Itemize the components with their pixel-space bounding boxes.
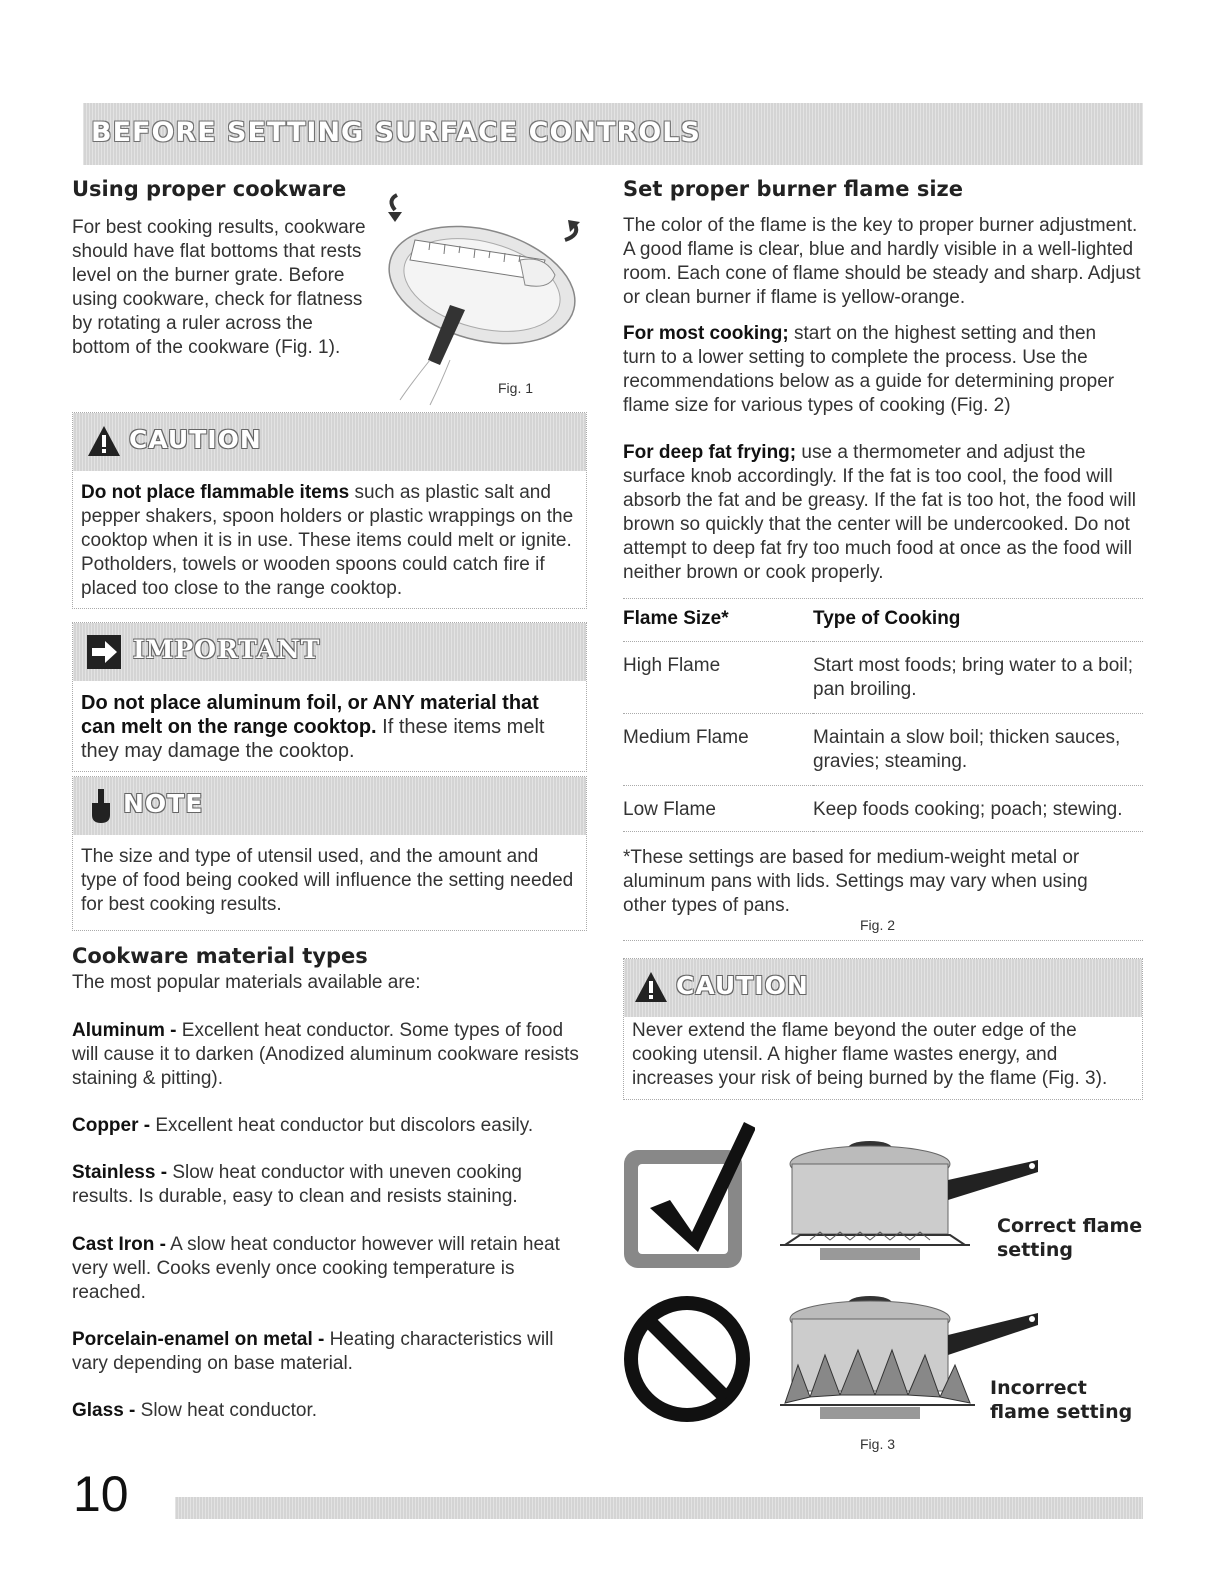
- material-desc: Heating characteristics will vary depending on base material.: [72, 1329, 554, 1374]
- caution-box-2: [623, 958, 1143, 1100]
- caution-header-2: [624, 959, 1142, 1017]
- material-desc: A slow heat conductor however will retain heat very well. Cooks evenly once cooking temperature is reached.: [72, 1234, 560, 1303]
- caution-text-2: Never extend the flame beyond the outer edge of the cooking utensil. A higher flame wastes energy, and increases your risk of being burned by the flame (Fig. 3).: [632, 1020, 1108, 1089]
- material-desc: Slow heat conductor.: [135, 1400, 318, 1421]
- flame-size-cell: Medium Flame: [623, 713, 813, 785]
- fig2-divider: [623, 940, 1143, 941]
- hand-pointer-icon: [89, 789, 113, 823]
- column-header-flame-size: Flame Size*: [623, 608, 729, 629]
- flame-size-cell: High Flame: [623, 641, 813, 713]
- correct-flame-line1: Correct flame: [997, 1215, 1143, 1237]
- caution-body: such as plastic salt and pepper shakers, spoon holders or plastic wrappings on the cooktop when it is in use. These items could melt or ignite. Potholders, towels or wooden spoons could catch fire if placed too close to the range cooktop.: [81, 482, 574, 599]
- note-header: [73, 777, 586, 835]
- table-row: [623, 785, 1143, 831]
- material-desc: Slow heat conductor with uneven cooking results. Is durable, easy to clean and resists staining.: [72, 1162, 522, 1207]
- flame-table: [623, 598, 1143, 832]
- material-copper: [72, 1114, 587, 1138]
- footer-bar: [175, 1497, 1143, 1519]
- table-row: [623, 713, 1143, 785]
- material-desc: Excellent heat conductor but discolors easily.: [150, 1115, 534, 1136]
- table-footnote: *These settings are based for medium-weight metal or aluminum pans with lids. Settings may vary when using other types of pans.: [623, 847, 1088, 916]
- table-row: [623, 641, 1143, 713]
- page-number: 10: [73, 1466, 129, 1522]
- fig1-caption: Fig. 1: [498, 380, 534, 396]
- caution-bold: Do not place flammable items: [81, 482, 350, 503]
- arrow-right-icon: [87, 635, 121, 669]
- important-text: [81, 691, 578, 763]
- material-name: Glass -: [72, 1400, 136, 1421]
- caution-text: [81, 481, 578, 601]
- important-label: IMPORTANT: [133, 635, 321, 664]
- most-cooking-bold: For most cooking;: [623, 323, 789, 344]
- prohibited-icon: [622, 1294, 752, 1424]
- column-header-type-of-cooking: Type of Cooking: [813, 608, 961, 629]
- note-label: NOTE: [123, 789, 204, 818]
- incorrect-flame-caption: [990, 1376, 1132, 1424]
- material-cast-iron: [72, 1233, 592, 1305]
- material-stainless: [72, 1161, 562, 1209]
- cooking-type-cell: Keep foods cooking; poach; stewing.: [813, 785, 1143, 831]
- important-box: [72, 622, 587, 772]
- cooking-type-cell: Start most foods; bring water to a boil; pan broiling.: [813, 641, 1143, 713]
- material-name: Stainless -: [72, 1162, 168, 1183]
- note-box: [72, 776, 587, 931]
- note-text: The size and type of utensil used, and the amount and type of food being cooked will influence the setting needed for best cooking results.: [81, 846, 574, 915]
- material-porcelain: [72, 1328, 592, 1376]
- checkmark-icon: [620, 1120, 755, 1270]
- section-banner: [83, 103, 1143, 165]
- warning-triangle-icon: [87, 425, 121, 457]
- material-glass: [72, 1399, 592, 1423]
- material-name: Copper -: [72, 1115, 151, 1136]
- warning-triangle-icon: [634, 971, 668, 1003]
- materials-heading: Cookware material types: [72, 944, 368, 968]
- material-desc: Excellent heat conductor. Some types of food will cause it to darken (Anodized aluminum cookware resists staining & pitting).: [72, 1020, 579, 1089]
- flame-deep-frying: [623, 441, 1143, 585]
- flame-heading: Set proper burner flame size: [623, 177, 964, 201]
- material-name: Porcelain-enamel on metal -: [72, 1329, 325, 1350]
- flame-size-cell: Low Flame: [623, 785, 813, 831]
- flame-intro: The color of the flame is the key to proper burner adjustment. A good flame is clear, blue and hardly visible in a well-lighted room. Each cone of flame should be steady and sharp. Adjust or clean burner if flame is yellow-orange.: [623, 215, 1141, 308]
- material-name: Cast Iron -: [72, 1234, 166, 1255]
- ruler-on-pan-illustration: [370, 190, 600, 410]
- deep-frying-bold: For deep fat frying;: [623, 442, 797, 463]
- deep-frying-text: use a thermometer and adjust the surface knob accordingly. If the fat is too cool, the food will absorb the fat and be greasy. If the fat is too hot, the food will brown so quickly that the center will be undercooked. Do not attempt to deep fat fry too much food at once as the food will neither brown or cook properly.: [623, 442, 1136, 583]
- caution-box: [72, 412, 587, 609]
- incorrect-flame-line1: Incorrect: [990, 1377, 1087, 1399]
- cookware-text: For best cooking results, cookware should have flat bottoms that rests level on the burner grate. Before using cookware, check for flatness by rotating a ruler across the bottom of the cookware (Fig. 1).: [72, 217, 366, 358]
- important-header: [73, 623, 586, 681]
- material-name: Aluminum -: [72, 1020, 177, 1041]
- caution-label-2: CAUTION: [676, 971, 809, 1000]
- caution-header: [73, 413, 586, 471]
- incorrect-flame-line2: flame setting: [990, 1401, 1133, 1423]
- caution-label: CAUTION: [129, 425, 262, 454]
- fig2-caption: Fig. 2: [860, 917, 896, 933]
- most-cooking-text: start on the highest setting and then turn to a lower setting to complete the process. Use the recommendations below as a guide for determining proper flame size for various types of cooking (Fig. 2): [623, 323, 1115, 416]
- important-bold: Do not place aluminum foil, or ANY material that can melt on the range cooktop.: [81, 692, 539, 738]
- correct-flame-caption: [997, 1214, 1142, 1262]
- cookware-heading: Using proper cookware: [72, 177, 347, 201]
- important-body: If these items melt they may damage the cooktop.: [81, 716, 545, 762]
- fig3-caption: Fig. 3: [860, 1436, 896, 1452]
- banner-title: BEFORE SETTING SURFACE CONTROLS: [91, 117, 701, 148]
- flame-most-cooking: [623, 322, 1133, 418]
- cooking-type-cell: Maintain a slow boil; thicken sauces, gravies; steaming.: [813, 713, 1143, 785]
- table-header-row: [623, 599, 1143, 641]
- material-aluminum: [72, 1019, 587, 1091]
- correct-flame-line2: setting: [997, 1239, 1073, 1261]
- materials-intro: The most popular materials available are:: [72, 972, 421, 993]
